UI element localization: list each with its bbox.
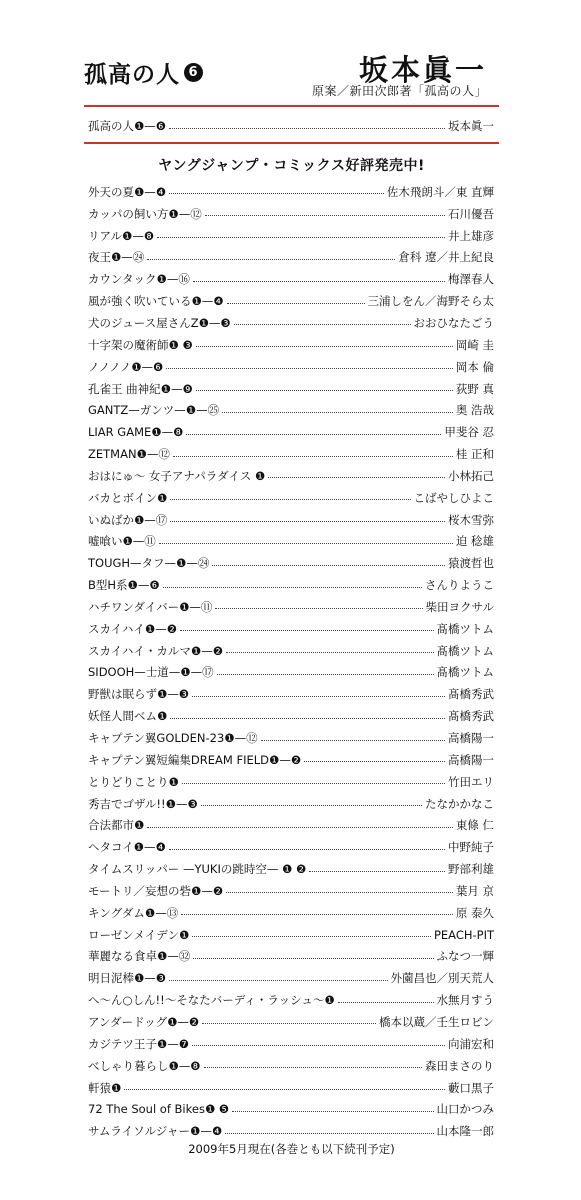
list-item-title: スカイハイ・カルマ❶—❷ [88, 643, 224, 658]
leader-dots [225, 1133, 433, 1134]
list-item-author: 柴田ヨクサル [425, 599, 494, 614]
leader-dots [226, 652, 433, 653]
list-item [88, 727, 494, 749]
list-item-author: 桂 正和 [455, 447, 494, 462]
series-entry-author: 坂本眞一 [448, 119, 494, 133]
list-item [88, 771, 494, 793]
list-item-title: ヘタコイ❶—❹ [88, 840, 166, 855]
footer-note: 2009年5月現在(各巻とも以下続刊予定) [188, 1142, 395, 1156]
list-item-title: いぬばか❶—⑰ [88, 512, 168, 527]
title-list [88, 181, 494, 1142]
book-title-block [84, 56, 203, 89]
list-item-title: 嘘喰い❶—⑪ [88, 534, 156, 549]
leader-dots [201, 805, 422, 806]
list-item [88, 924, 494, 946]
list-item-title: 野獣は眠らず❶—❸ [88, 687, 190, 702]
leader-dots [169, 980, 387, 981]
list-item-author: PEACH-PIT [433, 927, 494, 942]
list-item-author: 高橋陽一 [448, 731, 494, 746]
list-item [88, 509, 494, 531]
list-item-title: SIDOOH—士道—❶—⑰ [88, 665, 214, 680]
list-item-author: 髙橋ツトム [436, 621, 494, 636]
leader-dots [159, 543, 453, 544]
list-item [88, 1098, 494, 1120]
list-item-author: 葉月 京 [455, 883, 494, 898]
list-item [88, 640, 494, 662]
list-item [88, 793, 494, 815]
list-item-author: 髙橋ツトム [436, 643, 494, 658]
leader-dots [181, 914, 453, 915]
leader-dots [212, 565, 445, 566]
list-item-author: 森田まさのり [425, 1058, 494, 1073]
leader-dots [186, 434, 441, 435]
list-item-title: リアル❶—❽ [88, 228, 155, 243]
list-item [88, 967, 494, 989]
list-item-title: LIAR GAME❶—❽ [88, 425, 184, 440]
list-item-title: 犬のジュース屋さんZ❶—❸ [88, 315, 231, 330]
volume-badge: 6 [184, 63, 203, 82]
list-item-title: 合法都市❶ [88, 818, 145, 833]
list-item [88, 312, 494, 334]
list-item [88, 268, 494, 290]
book-title: 孤高の人 [84, 62, 180, 88]
list-item-author: 岡本 倫 [455, 359, 494, 374]
original-credit: 原案／新田次郎著「孤高の人」 [311, 84, 487, 98]
list-item-author: 甲斐谷 忍 [444, 425, 494, 440]
list-item-title: スカイハイ❶—❷ [88, 621, 178, 636]
leader-dots [193, 281, 445, 282]
leader-dots [166, 368, 452, 369]
leader-dots [309, 871, 445, 872]
leader-dots [170, 718, 445, 719]
leader-dots [169, 128, 445, 129]
list-item-author: 野部利雄 [448, 862, 494, 877]
list-item-title: へ〜ん○しん!!〜そなたバーディ・ラッシュ〜❶ [88, 993, 335, 1008]
list-item-author: 山口かつみ [436, 1102, 494, 1117]
list-item [88, 574, 494, 596]
list-item-author: 髙橋秀武 [448, 709, 494, 724]
leader-dots [261, 740, 445, 741]
list-item [88, 662, 494, 684]
leader-dots [157, 237, 445, 238]
list-item-author: 奥 浩哉 [455, 403, 494, 418]
list-item-author: 髙橋秀武 [448, 687, 494, 702]
list-item-title: 夜王❶—㉔ [88, 250, 145, 265]
list-item [88, 880, 494, 902]
list-item [88, 946, 494, 968]
leader-dots [180, 630, 433, 631]
list-item-author: 原 泰久 [455, 905, 494, 920]
list-item-title: 軒猿❶ [88, 1080, 122, 1095]
leader-dots [226, 892, 453, 893]
list-item-title: カウンタック❶—⑯ [88, 272, 190, 287]
list-item-author: 石川優吾 [448, 206, 494, 221]
list-item [88, 814, 494, 836]
list-item [88, 421, 494, 443]
list-item-title: 風が強く吹いている❶—❹ [88, 294, 224, 309]
list-item [88, 487, 494, 509]
leader-dots [222, 412, 453, 413]
leader-dots [304, 761, 445, 762]
leader-dots [169, 849, 445, 850]
list-item [88, 552, 494, 574]
list-item-author: 梅澤春人 [448, 272, 494, 287]
list-item-title: カッパの飼い方❶—⑫ [88, 206, 202, 221]
list-item-author: 橋本以蔵／壬生ロビン [379, 1014, 494, 1029]
list-item [88, 443, 494, 465]
list-item [88, 225, 494, 247]
list-item-title: ノノノノ❶—❻ [88, 359, 164, 374]
list-item-title: B型H系❶—❻ [88, 578, 160, 593]
list-item-title: ZETMAN❶—⑫ [88, 447, 170, 462]
list-item [88, 902, 494, 924]
leader-dots [170, 499, 410, 500]
list-item-author: 山本隆一郎 [436, 1124, 494, 1139]
list-item-author: 東條 仁 [455, 818, 494, 833]
leader-dots [234, 324, 411, 325]
leader-dots [193, 958, 433, 959]
list-item [88, 836, 494, 858]
list-item [88, 596, 494, 618]
list-item [88, 618, 494, 640]
list-item-title: 外天の夏❶—❹ [88, 184, 167, 199]
leader-dots [147, 827, 453, 828]
leader-dots [204, 1067, 422, 1068]
list-item-author: さんりようこ [425, 578, 494, 593]
list-item-author: ふなつ一輝 [436, 949, 494, 964]
leader-dots [182, 783, 445, 784]
list-item-author: 桜木雪弥 [448, 512, 494, 527]
list-item-author: 猿渡哲也 [448, 556, 494, 571]
list-item-author: 井上雄彦 [448, 228, 494, 243]
list-item-author: 迫 稔雄 [455, 534, 494, 549]
leader-dots [196, 390, 453, 391]
list-item-author: 向浦宏和 [448, 1036, 494, 1051]
list-item-title: カジテツ王子❶—❼ [88, 1036, 190, 1051]
list-item-title: 華麗なる食卓❶—㉜ [88, 949, 191, 964]
leader-dots [338, 1002, 434, 1003]
list-item-title: べしゃり暮らし❶—❽ [88, 1058, 201, 1073]
leader-dots [170, 521, 445, 522]
list-item [88, 181, 494, 203]
section-divider [84, 142, 499, 144]
list-item-title: 孔雀王 曲神紀❶—❾ [88, 381, 193, 396]
list-item [88, 858, 494, 880]
list-item-author: 高橋陽一 [448, 752, 494, 767]
list-item-title: バカとボイン❶ [88, 490, 168, 505]
list-item-title: キャプテン翼短編集DREAM FIELD❶—❷ [88, 752, 302, 767]
list-item-title: 明日泥棒❶—❸ [88, 971, 167, 986]
leader-dots [163, 587, 422, 588]
list-item-author: こばやしひよこ [413, 490, 494, 505]
leader-dots [192, 1045, 445, 1046]
leader-dots [268, 477, 445, 478]
list-item [88, 705, 494, 727]
leader-dots [124, 1089, 445, 1090]
list-item-author: おおひなたごう [413, 315, 494, 330]
top-divider [84, 105, 499, 107]
list-item-author: 岡崎 圭 [455, 337, 494, 352]
list-item-title: アンダードッグ❶—❷ [88, 1014, 200, 1029]
leader-dots [202, 1023, 376, 1024]
list-item-author: 中野純子 [448, 840, 494, 855]
list-item [88, 356, 494, 378]
list-item-title: ハチワンダイバー❶—⑪ [88, 599, 213, 614]
leader-dots [205, 215, 445, 216]
list-item-author: 三浦しをん／海野そら太 [367, 294, 494, 309]
list-item [88, 1120, 494, 1142]
list-item-title: 妖怪人間ベム❶ [88, 709, 168, 724]
list-item-author: 藪口黒子 [448, 1080, 494, 1095]
list-item-author: 小林拓己 [448, 468, 494, 483]
list-item-author: 外薗昌也／別天荒人 [390, 971, 494, 986]
list-item [88, 465, 494, 487]
list-item-author: 水無月すう [436, 993, 494, 1008]
list-item-author: 荻野 真 [455, 381, 494, 396]
list-item [88, 334, 494, 356]
leader-dots [196, 346, 453, 347]
list-item [88, 1055, 494, 1077]
list-item [88, 247, 494, 269]
leader-dots [192, 936, 431, 937]
list-item [88, 1011, 494, 1033]
leader-dots [232, 1111, 433, 1112]
list-item-author: 髙橋ツトム [436, 665, 494, 680]
series-entry [88, 118, 494, 134]
list-item-title: 秀吉でゴザル!!❶—❸ [88, 796, 198, 811]
leader-dots [192, 696, 445, 697]
list-item-title: サムライソルジャー❶—❹ [88, 1124, 223, 1139]
list-item-title: GANTZ—ガンツ—❶—㉕ [88, 403, 220, 418]
list-item-title: 十字架の魔術師❶ ❸ [88, 337, 193, 352]
list-item-author: 佐木飛朗斗／東 直輝 [386, 184, 494, 199]
list-item-title: とりどりことり❶ [88, 774, 179, 789]
list-item [88, 531, 494, 553]
leader-dots [147, 259, 395, 260]
list-item-title: キングダム❶—⑬ [88, 905, 179, 920]
list-item [88, 378, 494, 400]
list-item-title: モートリ／妄想の砦❶—❷ [88, 883, 224, 898]
list-item [88, 1077, 494, 1099]
series-entry-title: 孤高の人❶—❻ [88, 119, 167, 133]
list-item-title: TOUGH—タフ—❶—㉔ [88, 556, 210, 571]
list-item [88, 399, 494, 421]
section-heading: ヤングジャンプ・コミックス好評発売中! [158, 158, 425, 174]
list-item-author: 竹田エリ [448, 774, 494, 789]
list-item [88, 290, 494, 312]
list-item-author: たなかかなこ [425, 796, 494, 811]
list-item-title: キャプテン翼GOLDEN-23❶—⑫ [88, 731, 258, 746]
leader-dots [169, 193, 384, 194]
list-item-title: ローゼンメイデン❶ [88, 927, 190, 942]
list-item [88, 749, 494, 771]
leader-dots [215, 608, 422, 609]
leader-dots [227, 303, 365, 304]
leader-dots [217, 674, 434, 675]
list-item [88, 989, 494, 1011]
list-item-title: おはにゅ〜 女子アナパラダイス ❶ [88, 468, 266, 483]
book-author: 坂本眞一 [358, 53, 487, 87]
list-item [88, 203, 494, 225]
leader-dots [173, 456, 453, 457]
list-item-title: 72 The Soul of Bikes❶ ❺ [88, 1102, 230, 1117]
list-item [88, 1033, 494, 1055]
list-item [88, 683, 494, 705]
list-item-author: 倉科 遼／井上紀良 [398, 250, 494, 265]
list-item-title: タイムスリッパー —YUKIの跳時空— ❶ ❷ [88, 862, 307, 877]
